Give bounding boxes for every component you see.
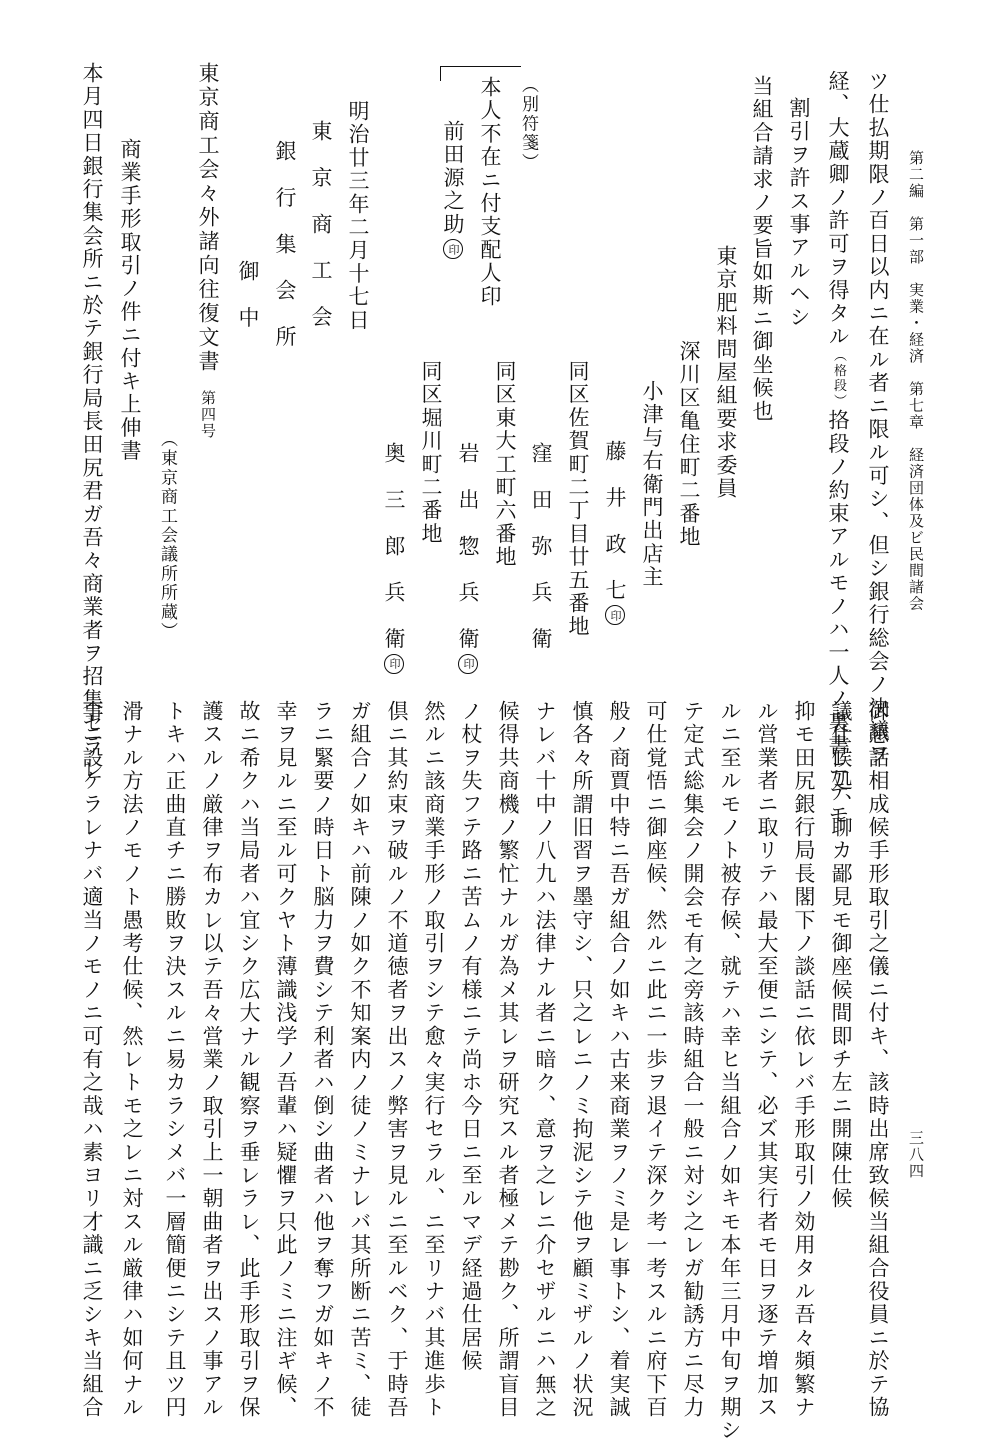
name-1 [603, 440, 627, 625]
upper-line-4: 当組合請求ノ要旨如斯ニ御坐候也 [750, 75, 774, 423]
agent-name-text: 前田源之助 [441, 120, 465, 236]
lower-line-18: 故ニ希クハ当局者ハ宜シク広大ナル観察ヲ垂レラレ、此手形取引ヲ保 [237, 700, 261, 1420]
address-1: 深川区亀住町二番地 [677, 340, 701, 549]
upper-line-2-note: （格段） [831, 348, 846, 410]
lower-line-22: 事ニ設ケラレナバ適当ノモノニ可有之哉ハ素ヨリ才識ニ乏シキ当組合 [80, 700, 104, 1420]
lower-line-8: 般ノ商賈中特ニ吾ガ組合ノ如キハ古来商業ヲノミ是レ事トシ、着実誠 [607, 700, 631, 1420]
lower-line-4: ル営業者ニ取リテハ最大至便ニシテ、必ズ其実行者モ日ヲ逐テ増加ス [755, 700, 779, 1420]
lower-line-2: 議仕候処、聊カ鄙見モ御座候間即チ左ニ開陳仕候 [829, 700, 853, 1211]
lower-line-15: ガ組合ノ如キハ前陳ノ如ク不知案内ノ徒ノミナレバ其所断ニ苦ミ、徒 [348, 700, 372, 1420]
lower-line-6: テ定式総集会ノ開会モ有之旁該時組合一般ニ対シ之レガ勧誘方ニ尽力 [681, 700, 705, 1420]
name-4 [382, 442, 406, 674]
lower-line-14: 倶ニ其約束ヲ破ルノ不道徳者ヲ出スノ弊害ヲ見ルニ至ルベク、于時吾 [385, 700, 409, 1420]
seal-icon: 印 [605, 605, 625, 625]
lower-line-11: 候得共商機ノ繁忙ナルガ為メ其レヲ研究スル者極メテ尠ク、所謂盲目 [496, 700, 520, 1420]
lower-line-19: 護スルノ厳律ヲ布カレ以テ吾々営業ノ取引上一朝曲者ヲ出スノ事アル [200, 700, 224, 1420]
seal-icon: 印 [384, 654, 404, 674]
section-number: 第四号 [199, 390, 217, 440]
source-note: （東京商工会議所所蔵） [157, 430, 177, 642]
lower-line-10: ナレバ十中ノ八九ハ法律ナル者ニ暗ク、意ヲ之レニ介セザルニハ無之 [533, 700, 557, 1420]
section-title [196, 62, 220, 440]
lower-line-12: ノ杖ヲ失フテ路ニ苦ムノ有様ニテ尚ホ今日ニ至ルマデ経過仕居候 [459, 700, 483, 1373]
upper-line-2a: 経、大蔵卿ノ許可ヲ得タル [826, 70, 850, 349]
lower-line-20: トキハ正曲直チニ勝敗ヲ決スルニ易カラシメバ一層簡便ニシテ且ツ円 [163, 700, 187, 1420]
addressee-1: 東 京 商 工 会 [309, 120, 333, 329]
lower-line-13: 然ルニ該商業手形ノ取引ヲシテ愈々実行セラル、ニ至リナバ其進歩ト [422, 700, 446, 1420]
name-3 [456, 442, 480, 674]
running-head: 第二編 第一部 実業・経済 第七章 経済団体及ビ民間諸会 [907, 150, 925, 612]
body-first-line: 本月四日銀行集会所ニ於テ銀行局長田尻君ガ吾々商業者ヲ招集セラレ [80, 62, 104, 782]
seal-icon: 印 [458, 654, 478, 674]
lower-line-3: 抑モ田尻銀行局長閣下ノ談話ニ依レバ手形取引ノ効用タル吾々頻繁ナ [792, 700, 816, 1420]
name-1-text: 藤 井 政 七 [603, 440, 627, 603]
name-4-text: 奥 三 郎 兵 衛 [382, 442, 406, 651]
name-3-text: 岩 出 惣 兵 衛 [456, 442, 480, 651]
lower-line-5: ルニ至ルモノト被存候、就テハ幸ヒ当組合ノ如キモ本年三月中旬ヲ期シ [718, 700, 742, 1442]
address-2: 同区佐賀町二丁目廿五番地 [566, 360, 590, 639]
page-number: 三八四 [907, 1130, 925, 1180]
seal-icon: 印 [443, 239, 463, 259]
address-4: 同区堀川町二番地 [419, 360, 443, 546]
lower-line-1: 御懇話相成候手形取引之儀ニ付キ、該時出席致候当組合役員ニ於テ協 [866, 700, 890, 1420]
lower-line-16: ラニ緊要ノ時日ト脳力ヲ費シテ利者ハ倒シ曲者ハ他ヲ奪フガ如キノ不 [311, 700, 335, 1420]
addressee-honorific: 御 中 [236, 260, 260, 330]
branch-name: 小津与右衛門出店主 [640, 380, 664, 589]
requester-title: 東京肥料問屋組要求委員 [714, 245, 738, 501]
address-3: 同区東大工町六番地 [493, 360, 517, 569]
date-line: 明治廿三年二月十七日 [346, 100, 370, 332]
section-title-text: 東京商工会々外諸向往復文書 [196, 62, 220, 374]
petition-title: 商業手形取引ノ件ニ付キ上伸書 [118, 138, 142, 463]
lower-line-9: 慎各々所謂旧習ヲ墨守シ、只之レニノミ拘泥シテ他ヲ顧ミザルノ状況 [570, 700, 594, 1420]
upper-line-1: ツ仕払期限ノ百日以内ニ在ル者ニ限ル可シ、但シ銀行総会ノ決議ヲ [866, 70, 890, 767]
upper-line-2b: 挌段ノ約束アルモノハ一人ノ裏書ニテモ [826, 409, 850, 827]
name-2: 窪 田 弥 兵 衛 [529, 442, 553, 651]
separate-slip-label: （別符箋） [518, 76, 538, 172]
agent-note: 本人不在ニ付支配人印 [478, 76, 502, 308]
agent-name [441, 120, 465, 259]
lower-line-7: 可仕覚悟ニ御座候、然ルニ此ニ一歩ヲ退イテ深ク考一考スルニ府下百 [644, 700, 668, 1420]
upper-line-3: 割引ヲ許ス事アルヘシ [787, 97, 811, 329]
addressee-2: 銀 行 集 会 所 [273, 140, 297, 349]
lower-line-17: 幸ヲ見ルニ至ル可クヤト薄識浅学ノ吾輩ハ疑懼ヲ只此ノミニ注ギ候、 [274, 700, 298, 1420]
lower-line-21: 滑ナル方法ノモノト愚考仕候、然レトモ之レニ対スル厳律ハ如何ナル [120, 700, 144, 1420]
